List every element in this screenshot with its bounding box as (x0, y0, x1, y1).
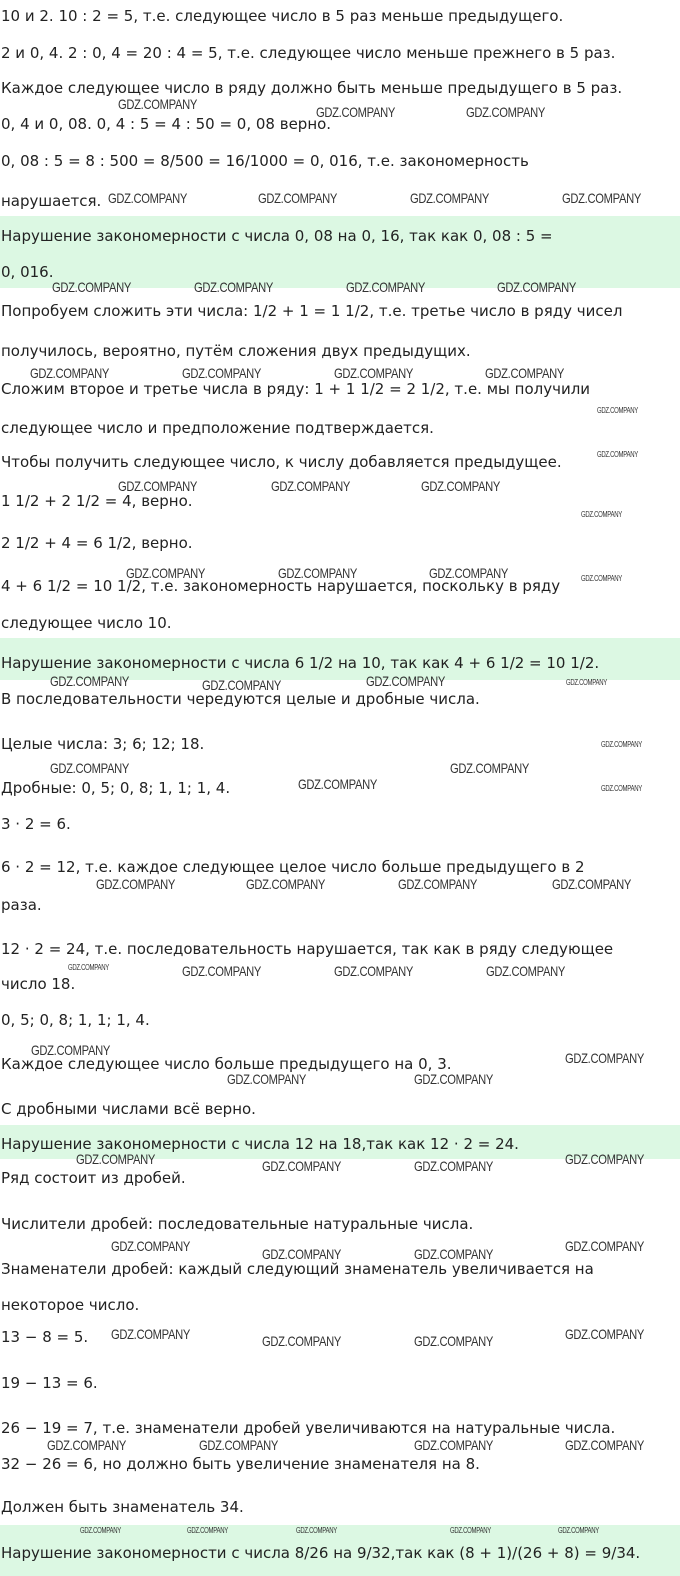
watermark: GDZ.COMPANY (485, 365, 565, 381)
watermark: GDZ.COMPANY (118, 478, 198, 494)
solution-line: Нарушение закономерности с числа 12 на 18,так как 12 · 2 = 24. (1, 1135, 519, 1153)
watermark: GDZ.COMPANY (262, 1333, 342, 1349)
solution-line: Целые числа: 3; 6; 12; 18. (1, 735, 205, 753)
watermark: GDZ.COMPANY (52, 279, 132, 295)
solution-line: 26 − 19 = 7, т.е. знаменатели дробей увеличиваются на натуральные числа. (1, 1419, 616, 1437)
solution-line: число 18. (1, 975, 76, 993)
watermark: GDZ.COMPANY (346, 279, 426, 295)
watermark: GDZ.COMPANY (366, 673, 446, 689)
solution-line: следующее число и предположение подтверждается. (1, 419, 434, 437)
solution-line: 10 и 2. 10 : 2 = 5, т.е. следующее число в 5 раз меньше предыдущего. (1, 7, 564, 25)
watermark: GDZ.COMPANY (450, 760, 530, 776)
watermark: GDZ.COMPANY (565, 1437, 645, 1453)
solution-line: 6 · 2 = 12, т.е. каждое следующее целое число больше предыдущего в 2 (1, 858, 585, 876)
solution-line: Дробные: 0, 5; 0, 8; 1, 1; 1, 4. (1, 779, 231, 797)
watermark: GDZ.COMPANY (334, 365, 414, 381)
solution-line: 0, 5; 0, 8; 1, 1; 1, 4. (1, 1011, 150, 1029)
solution-line: некоторое число. (1, 1296, 140, 1314)
watermark: GDZ.COMPANY (271, 478, 351, 494)
watermark: GDZ.COMPANY (565, 1326, 645, 1342)
watermark: GDZ.COMPANY (410, 190, 490, 206)
solution-line: Каждое следующее число больше предыдущего на 0, 3. (1, 1055, 452, 1073)
watermark-small: GDZ.COMPANY (597, 406, 638, 415)
watermark: GDZ.COMPANY (118, 96, 198, 112)
solution-line: 2 и 0, 4. 2 : 0, 4 = 20 : 4 = 5, т.е. следующее число меньше прежнего в 5 раз. (1, 44, 616, 62)
watermark: GDZ.COMPANY (258, 190, 338, 206)
watermark: GDZ.COMPANY (50, 760, 130, 776)
solution-line: В последовательности чередуются целые и дробные числа. (1, 690, 480, 708)
solution-line: 13 − 8 = 5. (1, 1328, 89, 1346)
watermark: GDZ.COMPANY (199, 1437, 279, 1453)
watermark-small: GDZ.COMPANY (450, 1526, 491, 1535)
watermark: GDZ.COMPANY (278, 565, 358, 581)
solution-line: получилось, вероятно, путём сложения двух предыдущих. (1, 342, 471, 360)
watermark-small: GDZ.COMPANY (68, 963, 109, 972)
watermark: GDZ.COMPANY (246, 876, 326, 892)
watermark: GDZ.COMPANY (414, 1158, 494, 1174)
watermark: GDZ.COMPANY (126, 565, 206, 581)
watermark: GDZ.COMPANY (96, 876, 176, 892)
solution-line: С дробными числами всё верно. (1, 1100, 256, 1118)
watermark: GDZ.COMPANY (316, 104, 396, 120)
watermark-small: GDZ.COMPANY (581, 574, 622, 583)
watermark-small: GDZ.COMPANY (558, 1526, 599, 1535)
watermark: GDZ.COMPANY (298, 776, 378, 792)
solution-line: Нарушение закономерности с числа 8/26 на 9/32,так как (8 + 1)/(26 + 8) = 9/34. (1, 1544, 641, 1562)
watermark: GDZ.COMPANY (334, 963, 414, 979)
solution-line: 19 − 13 = 6. (1, 1374, 98, 1392)
watermark: GDZ.COMPANY (227, 1071, 307, 1087)
solution-line: Сложим второе и третье числа в ряду: 1 + 1 1/2 = 2 1/2, т.е. мы получили (1, 380, 591, 398)
watermark: GDZ.COMPANY (565, 1050, 645, 1066)
watermark: GDZ.COMPANY (47, 1437, 127, 1453)
watermark: GDZ.COMPANY (429, 565, 509, 581)
watermark: GDZ.COMPANY (76, 1151, 156, 1167)
watermark-small: GDZ.COMPANY (601, 784, 642, 793)
solution-line: 1 1/2 + 2 1/2 = 4, верно. (1, 492, 193, 510)
solution-line: Попробуем сложить эти числа: 1/2 + 1 = 1 1/2, т.е. третье число в ряду чисел (1, 302, 623, 320)
solution-line: 12 · 2 = 24, т.е. последовательность нарушается, так как в ряду следующее (1, 940, 614, 958)
watermark: GDZ.COMPANY (486, 963, 566, 979)
watermark: GDZ.COMPANY (202, 677, 282, 693)
solution-line: 0, 4 и 0, 08. 0, 4 : 5 = 4 : 50 = 0, 08 верно. (1, 115, 332, 133)
watermark: GDZ.COMPANY (466, 104, 546, 120)
solution-line: Числители дробей: последовательные натуральные числа. (1, 1215, 474, 1233)
solution-line: Ряд состоит из дробей. (1, 1169, 186, 1187)
solution-line: следующее число 10. (1, 614, 172, 632)
solution-line: 3 · 2 = 6. (1, 815, 71, 833)
watermark: GDZ.COMPANY (50, 673, 130, 689)
watermark: GDZ.COMPANY (111, 1238, 191, 1254)
watermark-small: GDZ.COMPANY (566, 678, 607, 687)
watermark: GDZ.COMPANY (111, 1326, 191, 1342)
watermark-small: GDZ.COMPANY (601, 740, 642, 749)
watermark: GDZ.COMPANY (30, 365, 110, 381)
solution-line: 4 + 6 1/2 = 10 1/2, т.е. закономерность нарушается, поскольку в ряду (1, 577, 561, 595)
solution-line: Должен быть знаменатель 34. (1, 1498, 244, 1516)
solution-line: Каждое следующее число в ряду должно быть меньше предыдущего в 5 раз. (1, 79, 623, 97)
watermark-small: GDZ.COMPANY (597, 450, 638, 459)
watermark: GDZ.COMPANY (414, 1333, 494, 1349)
watermark: GDZ.COMPANY (414, 1437, 494, 1453)
solution-line: Нарушение закономерности с числа 0, 08 на 0, 16, так как 0, 08 : 5 = (1, 227, 553, 245)
watermark: GDZ.COMPANY (182, 365, 262, 381)
solution-line: 0, 08 : 5 = 8 : 500 = 8/500 = 16/1000 = 0, 016, т.е. закономерность (1, 152, 529, 170)
watermark: GDZ.COMPANY (552, 876, 632, 892)
watermark: GDZ.COMPANY (262, 1158, 342, 1174)
watermark: GDZ.COMPANY (414, 1246, 494, 1262)
solution-line: 32 − 26 = 6, но должно быть увеличение знаменателя на 8. (1, 1455, 480, 1473)
watermark: GDZ.COMPANY (421, 478, 501, 494)
watermark: GDZ.COMPANY (565, 1151, 645, 1167)
watermark-small: GDZ.COMPANY (187, 1526, 228, 1535)
watermark: GDZ.COMPANY (262, 1246, 342, 1262)
watermark: GDZ.COMPANY (398, 876, 478, 892)
solution-line: Чтобы получить следующее число, к числу добавляется предыдущее. (1, 453, 562, 471)
watermark: GDZ.COMPANY (562, 190, 642, 206)
watermark-small: GDZ.COMPANY (80, 1526, 121, 1535)
watermark-small: GDZ.COMPANY (581, 510, 622, 519)
solution-line: 2 1/2 + 4 = 6 1/2, верно. (1, 534, 193, 552)
watermark: GDZ.COMPANY (182, 963, 262, 979)
solution-line: Нарушение закономерности с числа 6 1/2 на 10, так как 4 + 6 1/2 = 10 1/2. (1, 654, 600, 672)
watermark-small: GDZ.COMPANY (296, 1526, 337, 1535)
watermark: GDZ.COMPANY (31, 1042, 111, 1058)
watermark: GDZ.COMPANY (108, 190, 188, 206)
solution-line: 0, 016. (1, 263, 54, 281)
solution-line: раза. (1, 896, 42, 914)
watermark: GDZ.COMPANY (497, 279, 577, 295)
solution-line: нарушается. (1, 192, 102, 210)
solution-line: Знаменатели дробей: каждый следующий знаменатель увеличивается на (1, 1260, 594, 1278)
watermark: GDZ.COMPANY (194, 279, 274, 295)
watermark: GDZ.COMPANY (414, 1071, 494, 1087)
watermark: GDZ.COMPANY (565, 1238, 645, 1254)
